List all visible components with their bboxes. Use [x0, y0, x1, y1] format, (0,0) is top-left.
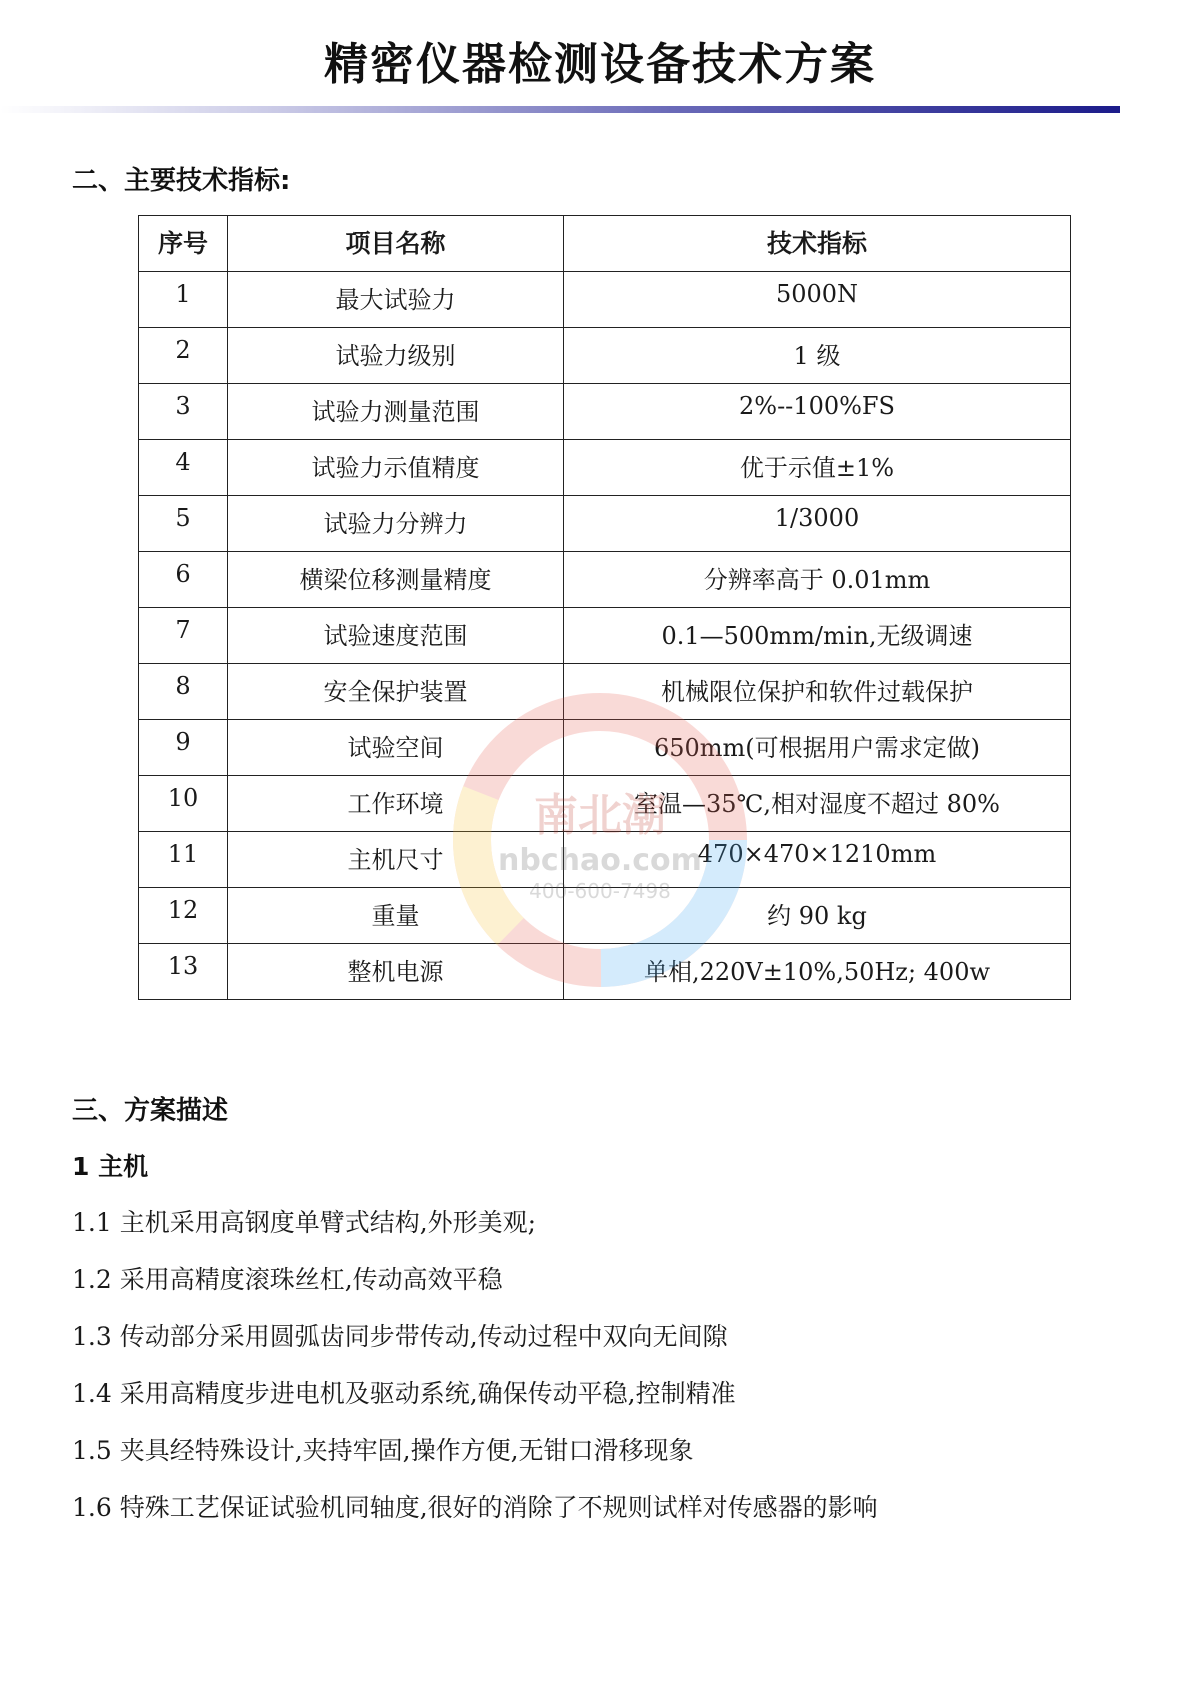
table-row: [139, 776, 1071, 832]
cell-index: 1: [139, 272, 228, 328]
table-row: [139, 608, 1071, 664]
cell-spec-value: 1/3000: [564, 496, 1071, 552]
cell-item-name: 重量: [228, 888, 564, 944]
cell-spec-value: 470×470×1210mm: [564, 832, 1071, 888]
spec-table: [138, 215, 1071, 1000]
cell-item-name: 试验力示值精度: [228, 440, 564, 496]
list-item: 1.5 夹具经特殊设计,夹持牢固,操作方便,无钳口滑移现象: [72, 1436, 694, 1465]
table-row: [139, 832, 1071, 888]
cell-spec-value: 优于示值±1%: [564, 440, 1071, 496]
table-row: [139, 272, 1071, 328]
title-underline-rule: [0, 106, 1120, 113]
list-item: 1.1 主机采用高钢度单臂式结构,外形美观;: [72, 1208, 537, 1237]
cell-spec-value: 2%--100%FS: [564, 384, 1071, 440]
cell-index: 7: [139, 608, 228, 664]
table-row: [139, 328, 1071, 384]
header-spec-value: 技术指标: [564, 216, 1071, 272]
cell-index: 12: [139, 888, 228, 944]
cell-item-name: 整机电源: [228, 944, 564, 1000]
cell-item-name: 试验速度范围: [228, 608, 564, 664]
cell-index: 8: [139, 664, 228, 720]
section-heading-solution: 三、方案描述: [72, 1096, 229, 1126]
cell-item-name: 最大试验力: [228, 272, 564, 328]
cell-item-name: 安全保护装置: [228, 664, 564, 720]
cell-index: 4: [139, 440, 228, 496]
table-row: [139, 384, 1071, 440]
table-row: [139, 552, 1071, 608]
table-row: [139, 440, 1071, 496]
watermark-brand: 南北潮: [534, 790, 666, 841]
list-item: 1.3 传动部分采用圆弧齿同步带传动,传动过程中双向无间隙: [72, 1322, 728, 1351]
cell-item-name: 试验力测量范围: [228, 384, 564, 440]
document-title: 精密仪器检测设备技术方案: [324, 39, 876, 90]
cell-spec-value: 1 级: [564, 328, 1071, 384]
cell-index: 10: [139, 776, 228, 832]
cell-index: 5: [139, 496, 228, 552]
header-index: 序号: [139, 216, 228, 272]
cell-item-name: 横梁位移测量精度: [228, 552, 564, 608]
cell-spec-value: 650mm(可根据用户需求定做): [564, 720, 1071, 776]
cell-index: 3: [139, 384, 228, 440]
table-row: [139, 944, 1071, 1000]
cell-index: 2: [139, 328, 228, 384]
cell-index: 6: [139, 552, 228, 608]
cell-spec-value: 0.1—500mm/min,无级调速: [564, 608, 1071, 664]
cell-spec-value: 约 90 kg: [564, 888, 1071, 944]
watermark-phone: 400-600-7498: [529, 879, 671, 903]
cell-spec-value: 机械限位保护和软件过载保护: [564, 664, 1071, 720]
cell-index: 9: [139, 720, 228, 776]
spec-table-header-row: [139, 216, 1071, 272]
list-item: 1.4 采用高精度步进电机及驱动系统,确保传动平稳,控制精准: [72, 1379, 736, 1408]
section-heading-tech-specs: 二、主要技术指标:: [72, 166, 291, 196]
cell-spec-value: 分辨率高于 0.01mm: [564, 552, 1071, 608]
list-item: 1.2 采用高精度滚珠丝杠,传动高效平稳: [72, 1265, 503, 1294]
cell-item-name: 试验力分辨力: [228, 496, 564, 552]
table-row: [139, 720, 1071, 776]
cell-item-name: 试验力级别: [228, 328, 564, 384]
header-item-name: 项目名称: [228, 216, 564, 272]
table-row: [139, 496, 1071, 552]
cell-spec-value: 单相,220V±10%,50Hz; 400w: [564, 944, 1071, 1000]
cell-index: 11: [139, 832, 228, 888]
cell-item-name: 工作环境: [228, 776, 564, 832]
subheading-main-unit: 1 主机: [72, 1152, 149, 1181]
table-row: [139, 888, 1071, 944]
table-row: [139, 664, 1071, 720]
watermark-site: nbchao.com: [498, 843, 702, 878]
cell-spec-value: 5000N: [564, 272, 1071, 328]
list-item: 1.6 特殊工艺保证试验机同轴度,很好的消除了不规则试样对传感器的影响: [72, 1493, 878, 1522]
cell-item-name: 试验空间: [228, 720, 564, 776]
cell-index: 13: [139, 944, 228, 1000]
cell-item-name: 主机尺寸: [228, 832, 564, 888]
cell-spec-value: 室温—35℃,相对湿度不超过 80%: [564, 776, 1071, 832]
